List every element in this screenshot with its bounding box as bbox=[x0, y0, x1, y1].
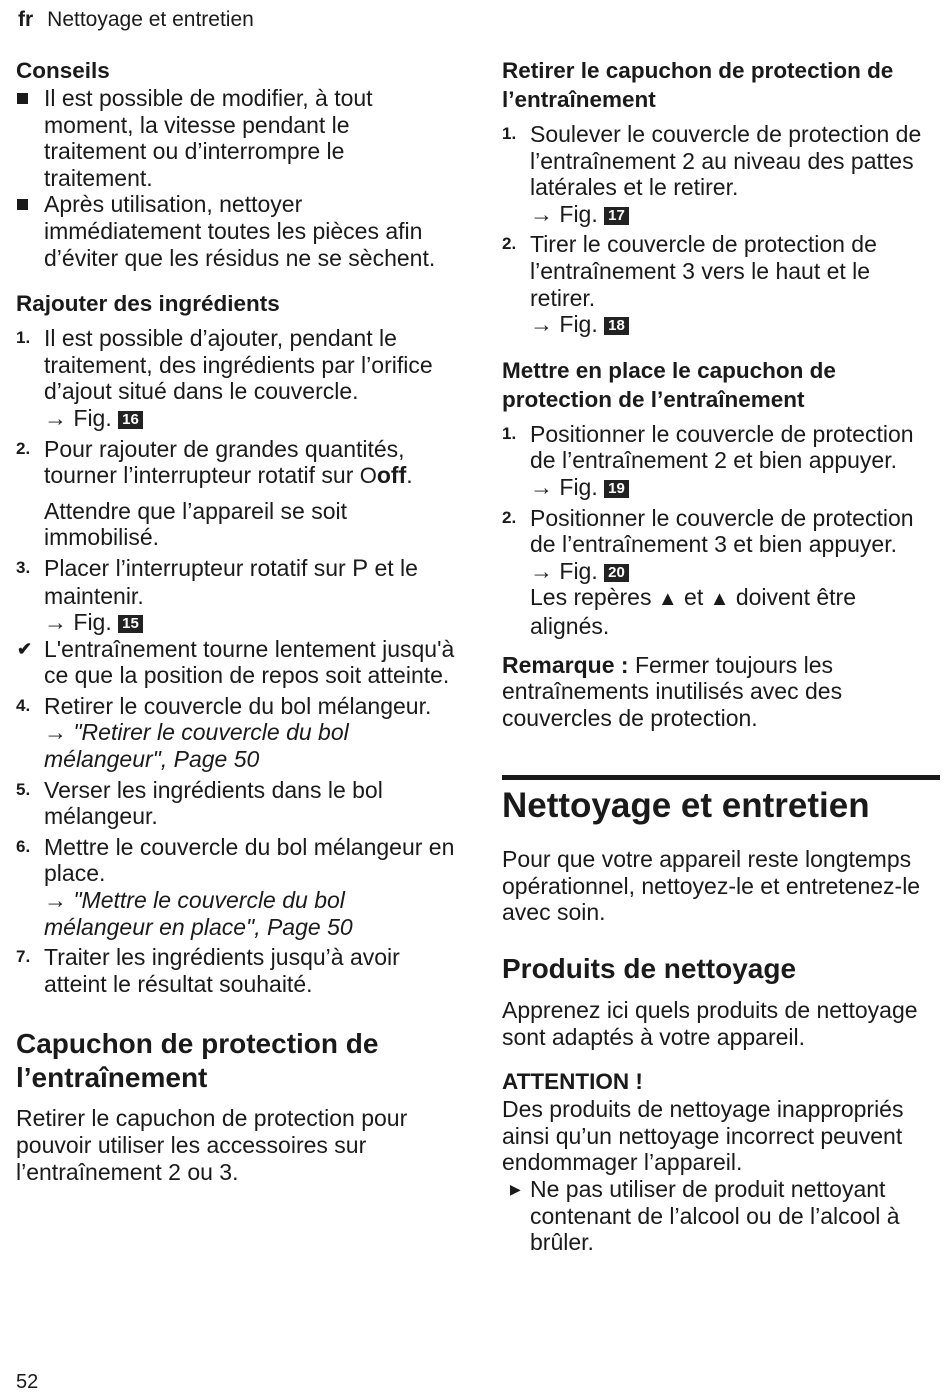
warning-text: Des produits de nettoyage inappropriés ainsi qu’un nettoyage incorrect peuvent endommager l’appareil. bbox=[502, 1096, 904, 1176]
checkmark-icon: ✔ bbox=[17, 638, 33, 659]
off-label: off bbox=[376, 462, 407, 489]
figure-number-badge: 20 bbox=[604, 564, 629, 582]
step-item bbox=[502, 421, 940, 501]
figure-reference bbox=[44, 405, 456, 432]
step-number: 4. bbox=[16, 695, 31, 715]
figure-reference bbox=[530, 558, 940, 585]
step-item bbox=[16, 944, 456, 997]
figure-label: → Fig. bbox=[530, 311, 598, 338]
step-item bbox=[16, 777, 456, 830]
step-text: Pour rajouter de grandes quantités, tourner l’interrupteur rotatif sur bbox=[44, 435, 405, 489]
place-cap-heading: Mettre en place le capuchon de protection de l’entraînement bbox=[502, 357, 836, 412]
warning-list bbox=[502, 1176, 940, 1256]
figure-label: → Fig. bbox=[530, 473, 598, 500]
triangle-mark-icon: ▲ bbox=[657, 588, 678, 611]
square-bullet-icon bbox=[17, 199, 28, 210]
step-item bbox=[16, 555, 456, 636]
figure-label: → Fig. bbox=[44, 404, 112, 431]
remove-cap-heading: Retirer le capuchon de protection de l’entraînement bbox=[502, 58, 894, 112]
note-text: Les repères bbox=[530, 584, 652, 611]
add-ingredients-heading: Rajouter des ingrédients bbox=[16, 291, 280, 317]
figure-label: → Fig. bbox=[530, 557, 598, 584]
step-text: Tirer le couvercle de protection de l’entraînement 3 vers le haut et le retirer. bbox=[530, 231, 877, 311]
step-number: 1. bbox=[16, 328, 31, 348]
step-text: Placer l’interrupteur rotatif sur bbox=[44, 554, 346, 581]
step-number: 3. bbox=[16, 557, 31, 577]
step-item bbox=[502, 231, 940, 337]
page-cross-reference: → "Mettre le couvercle du bol mélangeur en place", Page 50 bbox=[44, 887, 353, 940]
remark bbox=[502, 652, 940, 732]
drive-cap-heading: Capuchon de protection de l’entraînement bbox=[16, 1028, 379, 1094]
warning-item bbox=[502, 1176, 940, 1256]
step-number: 5. bbox=[16, 779, 31, 799]
step-number: 2. bbox=[502, 234, 517, 254]
warning-label: ATTENTION ! bbox=[502, 1069, 643, 1095]
figure-number-badge: 15 bbox=[118, 615, 143, 633]
step-number: 2. bbox=[502, 507, 517, 527]
step-number: 7. bbox=[16, 947, 31, 967]
tip-text: Après utilisation, nettoyer immédiatement toutes les pièces afin d’éviter que les résidus ne se sèchent. bbox=[44, 191, 436, 271]
step-item bbox=[16, 834, 456, 940]
tip-text: Il est possible de modifier, à tout moment, la vitesse pendant le traitement ou d’interrompre le traitement. bbox=[44, 85, 373, 191]
step-text: Positionner le couvercle de protection de l’entraînement 3 et bien appuyer. bbox=[530, 504, 914, 558]
right-column bbox=[502, 56, 940, 1256]
figure-number-badge: 17 bbox=[604, 207, 629, 225]
warning-bullet-text: Ne pas utiliser de produit nettoyant contenant de l’alcool ou de l’alcool à brûler. bbox=[530, 1176, 900, 1256]
section-title: Nettoyage et entretien bbox=[502, 786, 870, 826]
figure-reference bbox=[530, 474, 940, 501]
figure-reference bbox=[44, 609, 456, 636]
page-cross-reference: → "Retirer le couvercle du bol mélangeur", Page 50 bbox=[44, 719, 349, 773]
step-number: 2. bbox=[16, 438, 31, 458]
step-text: et le maintenir. bbox=[44, 554, 418, 609]
figure-label: → Fig. bbox=[530, 200, 598, 227]
tip-item bbox=[16, 85, 456, 191]
remark-label: Remarque : bbox=[502, 651, 629, 678]
figure-reference bbox=[530, 201, 940, 228]
figure-number-badge: 18 bbox=[604, 317, 629, 335]
note-text: et bbox=[684, 584, 704, 611]
header-title: Nettoyage et entretien bbox=[47, 8, 254, 31]
running-header bbox=[18, 8, 254, 32]
cleaning-products-text: Apprenez ici quels produits de nettoyage sont adaptés à votre appareil. bbox=[502, 997, 918, 1050]
step-text: Verser les ingrédients dans le bol mélangeur. bbox=[44, 776, 383, 830]
tips-heading: Conseils bbox=[16, 58, 110, 83]
place-steps-list bbox=[502, 421, 940, 640]
step-number: 1. bbox=[502, 423, 517, 443]
step-text: Mettre le couvercle du bol mélangeur en place. bbox=[44, 833, 455, 887]
drive-cap-text: Retirer le capuchon de protection pour pouvoir utiliser les accessoires sur l’entraînement 2 ou 3. bbox=[16, 1105, 408, 1185]
tip-item bbox=[16, 191, 456, 271]
step-item bbox=[16, 693, 456, 773]
cleaning-products-heading: Produits de nettoyage bbox=[502, 953, 797, 985]
step-text: Traiter les ingrédients jusqu’à avoir atteint le résultat souhaité. bbox=[44, 944, 400, 997]
remove-steps-list bbox=[502, 121, 940, 338]
result-item bbox=[16, 636, 456, 689]
figure-number-badge: 19 bbox=[604, 480, 629, 498]
pulse-symbol: P bbox=[352, 554, 369, 582]
square-bullet-icon bbox=[17, 93, 28, 104]
note-text: doivent être alignés. bbox=[530, 584, 857, 639]
step-text: Positionner le couvercle de protection de l’entraînement 2 et bien appuyer. bbox=[530, 420, 914, 474]
step-text: Il est possible d’ajouter, pendant le traitement, des ingrédients par l’orifice d’ajout situé dans le couvercle. bbox=[44, 325, 433, 405]
section-intro: Pour que votre appareil reste longtemps opérationnel, nettoyez-le et entretenez-le avec soin. bbox=[502, 846, 921, 926]
left-column bbox=[16, 56, 456, 1185]
step-number: 1. bbox=[502, 124, 517, 143]
result-text: L'entraînement tourne lentement jusqu'à ce que la position de repos soit atteinte. bbox=[44, 635, 455, 689]
triangle-mark-icon: ▲ bbox=[709, 588, 730, 611]
triangle-bullet-icon: ▶ bbox=[510, 1181, 521, 1198]
step-text: Soulever le couvercle de protection de l’entraînement 2 au niveau des pattes latérales et le retirer. bbox=[530, 121, 922, 201]
add-steps-list bbox=[16, 325, 456, 997]
step-text: Retirer le couvercle du bol mélangeur. bbox=[44, 692, 432, 719]
section-divider bbox=[502, 775, 940, 780]
step-item bbox=[502, 121, 940, 227]
figure-number-badge: 16 bbox=[118, 411, 143, 429]
step-item bbox=[502, 505, 940, 640]
remark-text: Fermer toujours les entraînements inutilisés avec des couvercles de protection. bbox=[502, 651, 843, 731]
language-code: fr bbox=[18, 8, 34, 31]
figure-reference bbox=[530, 311, 940, 338]
tips-list bbox=[16, 85, 456, 271]
alignment-note bbox=[530, 584, 940, 639]
step-item bbox=[16, 325, 456, 431]
step-number: 6. bbox=[16, 836, 31, 856]
step-note: Attendre que l’appareil se soit immobilisé. bbox=[44, 497, 348, 551]
figure-label: → Fig. bbox=[44, 609, 112, 636]
off-symbol-icon: O bbox=[359, 463, 377, 489]
page-number: 52 bbox=[16, 1371, 39, 1392]
step-item: 2. Pour rajouter de grandes quantités, tourner l’interrupteur rotatif sur Ooff. Attendre que l’appareil se soit immobilisé. bbox=[16, 436, 456, 551]
